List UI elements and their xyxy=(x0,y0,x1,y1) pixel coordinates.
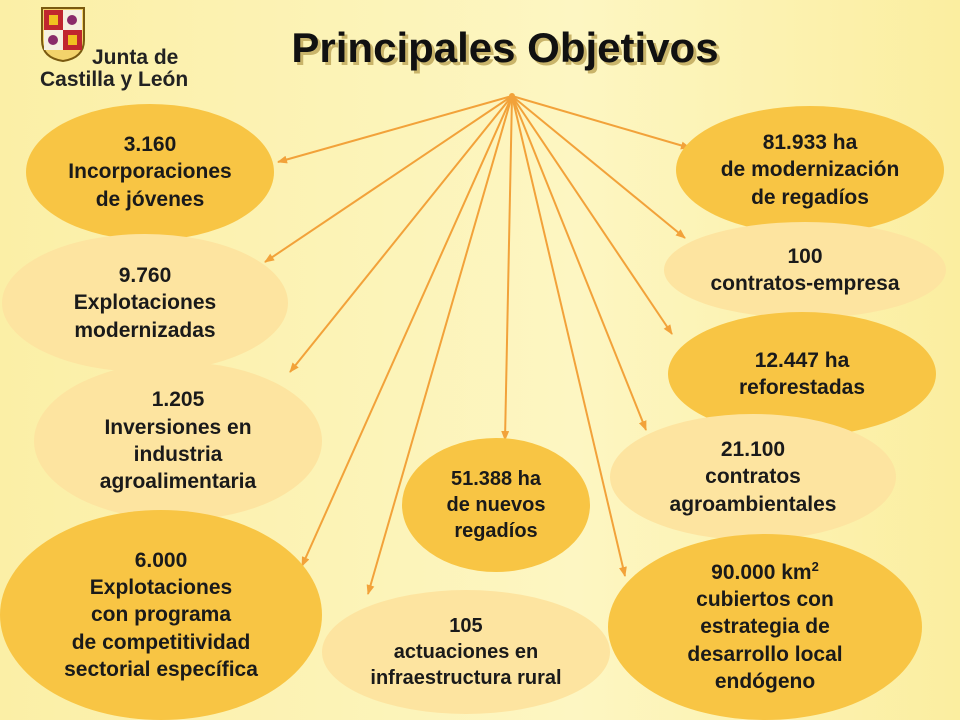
objective-nuevos-regadios xyxy=(402,438,590,572)
desarrollo-line: desarrollo local xyxy=(687,642,843,666)
arrow-modernizacion xyxy=(512,96,690,148)
arrow-inversiones xyxy=(290,96,512,372)
desarrollo-value-line xyxy=(687,559,842,586)
arrow-jovenes xyxy=(278,96,512,162)
modernizacion-value: 81.933 ha xyxy=(762,131,858,155)
objective-explotaciones-modernizadas xyxy=(2,234,288,372)
objective-agroambientales xyxy=(610,414,896,540)
desarrollo-line: endógeno xyxy=(714,669,816,693)
arrow-contratos-empresa xyxy=(512,96,685,238)
reforestadas-value: 12.447 ha xyxy=(754,348,850,372)
desarrollo-line: cubiertos con xyxy=(696,588,834,612)
desarrollo-line: estrategia de xyxy=(700,615,830,639)
nuevos-regadios-line: regadíos xyxy=(454,520,538,542)
objective-actuaciones xyxy=(322,590,610,714)
objective-contratos-empresa xyxy=(664,222,946,318)
competitividad-value: 6.000 xyxy=(134,548,188,572)
competitividad-line: Explotaciones xyxy=(89,576,233,600)
jovenes-line: Incorporaciones xyxy=(68,160,232,184)
page-title: Principales Objetivos xyxy=(291,24,719,71)
nuevos-regadios-line: de nuevos xyxy=(446,494,546,516)
actuaciones-line: actuaciones en xyxy=(393,641,539,663)
objective-desarrollo xyxy=(608,534,922,720)
competitividad-line: con programa xyxy=(90,603,232,627)
explotaciones-mod-line: Explotaciones xyxy=(73,291,217,315)
inversiones-line: industria xyxy=(133,443,223,466)
objective-jovenes xyxy=(26,104,274,240)
logo-line-1: Junta de xyxy=(92,46,179,69)
explotaciones-mod-line: modernizadas xyxy=(74,318,216,342)
competitividad-line: sectorial específica xyxy=(64,657,258,681)
logo-line-2: Castilla y León xyxy=(40,68,189,91)
desarrollo-value: 90.000 km xyxy=(711,560,812,584)
objective-modernizacion xyxy=(676,106,944,234)
reforestadas-line: reforestadas xyxy=(738,376,866,399)
agroambientales-line: agroambientales xyxy=(669,492,837,516)
nuevos-regadios-value: 51.388 ha xyxy=(450,468,542,490)
objective-competitividad xyxy=(0,510,322,720)
actuaciones-value: 105 xyxy=(449,615,483,637)
competitividad-line: de competitividad xyxy=(71,630,251,654)
agroambientales-line: contratos xyxy=(705,465,801,489)
actuaciones-line: infraestructura rural xyxy=(370,667,562,689)
objective-inversiones xyxy=(34,362,322,520)
arrow-nuevos-regadios xyxy=(505,96,512,440)
explotaciones-mod-value: 9.760 xyxy=(118,264,172,288)
jovenes-value: 3.160 xyxy=(123,133,177,157)
inversiones-line: agroalimentaria xyxy=(99,470,257,494)
modernizacion-line: de modernización xyxy=(720,158,900,182)
contratos-empresa-value: 100 xyxy=(787,244,823,268)
agroambientales-value: 21.100 xyxy=(720,438,786,462)
inversiones-line: Inversiones en xyxy=(104,415,252,439)
inversiones-value: 1.205 xyxy=(151,388,205,412)
modernizacion-line: de regadíos xyxy=(751,185,869,209)
arrow-reforestadas xyxy=(512,96,672,334)
desarrollo-exponent: 2 xyxy=(811,558,819,574)
contratos-empresa-line: contratos-empresa xyxy=(710,272,900,295)
jovenes-line: de jóvenes xyxy=(95,187,205,211)
